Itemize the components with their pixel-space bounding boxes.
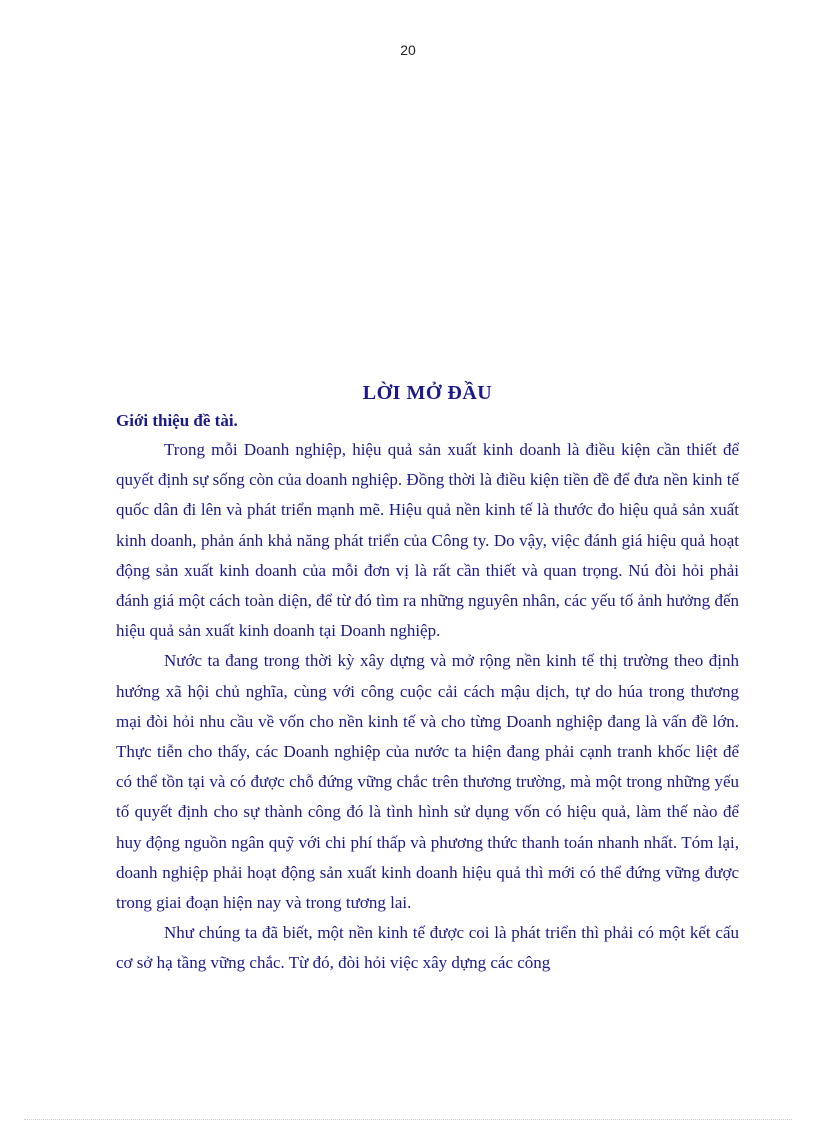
page-number: 20: [400, 42, 416, 58]
page-bottom-divider: [24, 1119, 792, 1120]
paragraph-1: Trong mỗi Doanh nghiệp, hiệu quả sản xuất kinh doanh là điều kiện cần thiết để quyết định sự sống còn của doanh nghiệp. Đồng thời là điều kiện tiền đề để đưa nền kinh tế quốc dân đi lên và phát triển mạnh mẽ. Hiệu quả nền kinh tế là thước đo hiệu quả sản xuất kinh doanh, phản ánh khả năng phát triển của Công ty. Do vậy, việc đánh giá hiệu quả hoạt động sản xuất kinh doanh của mỗi đơn vị là rất cần thiết và quan trọng. Nú đòi hỏi phải đánh giá một cách toàn diện, để từ đó tìm ra những nguyên nhân, các yếu tố ảnh hưởng đến hiệu quả sản xuất kinh doanh tại Doanh nghiệp.: [116, 440, 739, 641]
paragraph-2: Nước ta đang trong thời kỳ xây dựng và mở rộng nền kinh tế thị trường theo định hướng xã hội chủ nghĩa, cùng với công cuộc cải cách mậu dịch, tự do húa trong thương mại đòi hỏi nhu cầu về vốn cho nền kinh tế và cho từng Doanh nghiệp đang là vấn đề lớn. Thực tiễn cho thấy, các Doanh nghiệp của nước ta hiện đang phải cạnh tranh khốc liệt để có thể tồn tại và có được chỗ đứng vững chắc trên thương trường, mà một trong những yếu tố quyết định cho sự thành công đó là tình hình sử dụng vốn có hiệu quả, làm thế nào để huy động nguồn ngân quỹ với chi phí thấp và phương thức thanh toán nhanh nhất. Tóm lại, doanh nghiệp phải hoạt động sản xuất kinh doanh hiệu quả thì mới có thể đứng vững được trong giai đoạn hiện nay và trong tương lai.: [116, 651, 739, 913]
paragraph-3: Như chúng ta đã biết, một nền kinh tế được coi là phát triển thì phải có một kết cấu cơ sở hạ tầng vững chắc. Từ đó, đòi hỏi việc xây dựng các công: [116, 923, 739, 973]
document-title: LỜI MỞ ĐẦU: [362, 382, 493, 404]
section-heading: Giới thiệu đề tài.: [116, 411, 238, 430]
document-body: [116, 382, 739, 979]
